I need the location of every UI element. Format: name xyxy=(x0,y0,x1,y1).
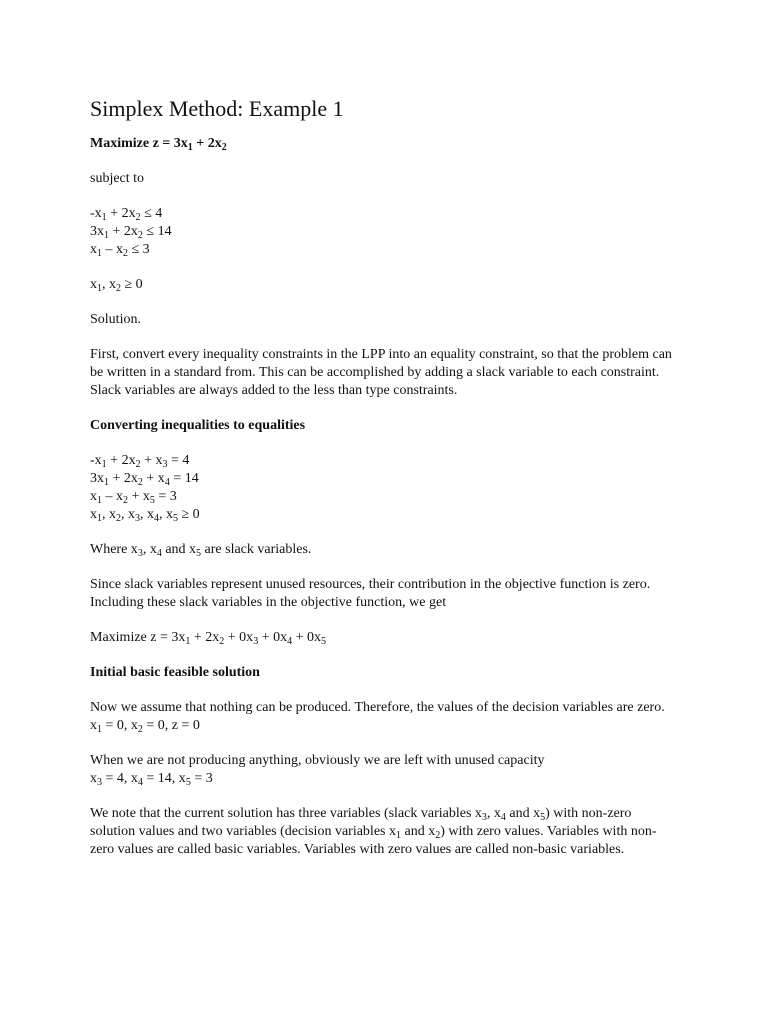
math-text: 3x xyxy=(90,471,104,486)
math-text: + 2x xyxy=(106,206,136,221)
subscript: 1 xyxy=(97,724,102,735)
math-text: = 14, x xyxy=(142,771,186,786)
subscript: 2 xyxy=(123,495,128,506)
equality-line xyxy=(90,488,680,506)
subscript: 2 xyxy=(219,636,225,647)
math-text: + 0x xyxy=(258,630,288,645)
subscript: 3 xyxy=(97,777,102,788)
subscript: 3 xyxy=(162,459,168,470)
subscript: 1 xyxy=(97,283,102,294)
math-text: -x xyxy=(90,453,102,468)
equality-line xyxy=(90,506,680,524)
document-page xyxy=(90,96,680,876)
math-text: = 3 xyxy=(190,771,213,786)
math-text: We note that the current solution has three variables (slack variables x xyxy=(90,806,482,821)
equality-line xyxy=(90,452,680,470)
math-text: are slack variables. xyxy=(201,542,312,557)
subscript: 5 xyxy=(196,548,202,559)
paragraph-convert: First, convert every inequality constraints in the LPP into an equality constraint, so that the problem can be written in a standard from. This can be accomplished by adding a slack variable to each constraint. Slack variables are always added to the less than type constraints. xyxy=(90,347,672,398)
unused-block xyxy=(90,752,680,788)
subscript: 4 xyxy=(154,513,159,524)
math-text: , x xyxy=(102,277,116,292)
subscript: 1 xyxy=(97,495,102,506)
subscript: 2 xyxy=(116,283,121,294)
math-text: – x xyxy=(102,489,123,504)
paragraph-unused: When we are not producing anything, obviously we are left with unused capacity xyxy=(90,753,545,768)
heading-converting: Converting inequalities to equalities xyxy=(90,418,306,433)
math-text: x xyxy=(90,277,97,292)
subscript: 1 xyxy=(101,459,107,470)
decision-zero-line xyxy=(90,717,680,735)
objective-function: Maximize $z = 3x_1 + 2x_2$ xyxy=(90,136,227,153)
heading-initial: Initial basic feasible solution xyxy=(90,665,260,680)
math-text: x xyxy=(90,718,97,733)
math-text: = 3 xyxy=(154,489,177,504)
math-text: ≤ 14 xyxy=(142,224,172,239)
math-text: – x xyxy=(102,242,123,257)
math-text: x xyxy=(90,489,97,504)
constraint-line xyxy=(90,223,680,241)
math-text: , x xyxy=(121,507,135,522)
math-text: , x xyxy=(102,507,116,522)
math-text: = 4 xyxy=(167,453,190,468)
math-text: x xyxy=(90,242,97,257)
math-text: = 0, x xyxy=(102,718,138,733)
math-text: + x xyxy=(142,471,165,486)
subscript: 1 xyxy=(104,477,109,488)
math-text: , x xyxy=(142,542,157,557)
subscript: 4 xyxy=(137,777,143,788)
equality-line xyxy=(90,470,680,488)
subscript: 1 xyxy=(185,636,191,647)
math-text: , x xyxy=(159,507,173,522)
subscript: 3 xyxy=(135,513,140,524)
paragraph-note xyxy=(90,805,680,859)
math-text: ) with non-zero solution values and two variables (decision variables x xyxy=(90,806,632,839)
subscript: 5 xyxy=(540,812,546,823)
math-text: + 0x xyxy=(224,630,254,645)
math-text: + 2x xyxy=(109,471,138,486)
paragraph-assume: Now we assume that nothing can be produced. Therefore, the values of the decision variables are zero. xyxy=(90,700,665,715)
subscript: 4 xyxy=(500,812,506,823)
subscript: 5 xyxy=(321,636,326,647)
subscript: 2 xyxy=(435,830,441,841)
math-text: + 2x xyxy=(190,630,220,645)
math-text: -x xyxy=(90,206,102,221)
subscript: 3 xyxy=(253,636,259,647)
subscript: 1 xyxy=(101,212,107,223)
subscript: 1 xyxy=(97,248,102,259)
where-slack-line xyxy=(90,541,680,559)
subscript: 2 xyxy=(137,724,143,735)
subscript: 2 xyxy=(116,513,121,524)
math-text: ≥ 0 xyxy=(178,507,200,522)
subscript: 1 xyxy=(104,230,109,241)
subscript: 3 xyxy=(481,812,487,823)
subscript: 1 xyxy=(97,513,102,524)
math-text: ≤ 4 xyxy=(140,206,163,221)
math-text: ≥ 0 xyxy=(121,277,143,292)
math-text: + 0x xyxy=(292,630,321,645)
constraint-line xyxy=(90,241,680,259)
subscript: 5 xyxy=(173,513,178,524)
math-text: + x xyxy=(140,453,163,468)
math-text: = 0, z = 0 xyxy=(142,718,200,733)
subscript: 5 xyxy=(149,495,155,506)
subscript: 2 xyxy=(135,459,141,470)
math-text: and x xyxy=(400,824,436,839)
math-text: and x xyxy=(505,806,541,821)
subscript: 2 xyxy=(137,477,143,488)
math-text: Where x xyxy=(90,542,138,557)
math-text: Maximize z = 3x xyxy=(90,630,186,645)
subscript: 1 xyxy=(395,830,401,841)
math-text: + 2x xyxy=(106,453,136,468)
subscript: 4 xyxy=(156,548,162,559)
solution-label: Solution. xyxy=(90,312,141,327)
math-text: x xyxy=(90,771,97,786)
math-text: ) with zero values. Variables with non-zero values are called basic variables. Variables with zero values are called non-basic variables. xyxy=(90,824,657,857)
subscript: 4 xyxy=(164,477,170,488)
math-text: + x xyxy=(128,489,150,504)
math-text: x xyxy=(90,507,97,522)
math-text: and x xyxy=(161,542,197,557)
equalities-list xyxy=(90,452,680,524)
math-text: = 4, x xyxy=(102,771,138,786)
constraint-line xyxy=(90,205,680,223)
subject-to-label: subject to xyxy=(90,171,145,186)
subscript: 4 xyxy=(287,636,293,647)
math-text: , x xyxy=(486,806,501,821)
subscript: 2 xyxy=(123,248,128,259)
non-negativity-line xyxy=(90,276,680,294)
subscript: 2 xyxy=(135,212,141,223)
math-text: ≤ 3 xyxy=(128,242,150,257)
math-text: , x xyxy=(140,507,154,522)
subscript: 5 xyxy=(185,777,191,788)
slack-values-line xyxy=(90,770,680,788)
page-title: Simplex Method: Example 1 xyxy=(90,96,344,121)
subscript: 3 xyxy=(137,548,143,559)
math-text: 3x xyxy=(90,224,104,239)
constraints-list xyxy=(90,205,680,259)
paragraph-slack: Since slack variables represent unused resources, their contribution in the objective function is zero. Including these slack variables in the objective function, we get xyxy=(90,577,651,610)
objective-full-line xyxy=(90,629,680,647)
subscript: 2 xyxy=(137,230,143,241)
math-text: = 14 xyxy=(169,471,199,486)
assume-block xyxy=(90,699,680,735)
math-text: + 2x xyxy=(109,224,138,239)
